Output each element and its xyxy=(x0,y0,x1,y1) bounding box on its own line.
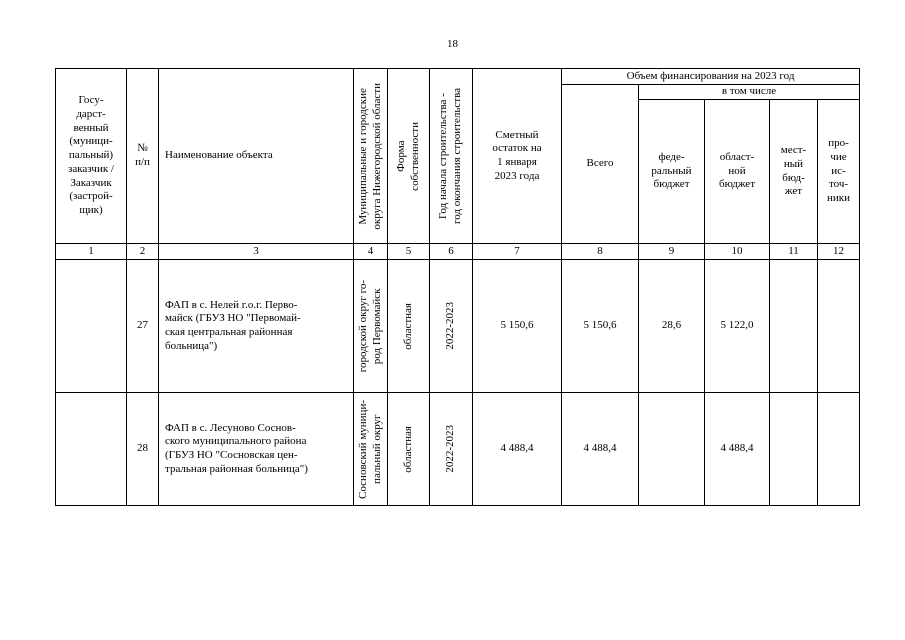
cell-other xyxy=(818,393,860,506)
cell-number: 28 xyxy=(127,393,159,506)
column-number: 6 xyxy=(430,244,473,260)
page-number: 18 xyxy=(447,38,458,50)
cell-years: 2022-2023 xyxy=(430,260,473,393)
cell-object-name: ФАП в с. Лесуново Соснов- ского муниципального района (ГБУЗ НО "Сосновская цен- тральная районная больница") xyxy=(159,393,354,506)
column-number: 11 xyxy=(770,244,818,260)
table-row xyxy=(56,260,860,393)
cell-ownership: областная xyxy=(388,260,430,393)
header-ownership: Форма собственности xyxy=(388,69,430,244)
header-customer: Госу- дарст- венный (муници- пальный) заказчик / Заказчик (застрой- щик) xyxy=(56,69,127,244)
column-number: 5 xyxy=(388,244,430,260)
cell-other xyxy=(818,260,860,393)
cell-total: 5 150,6 xyxy=(562,260,639,393)
financing-table xyxy=(55,68,860,506)
cell-local xyxy=(770,260,818,393)
cell-years: 2022-2023 xyxy=(430,393,473,506)
header-object-name: Наименование объекта xyxy=(159,69,354,244)
column-number: 3 xyxy=(159,244,354,260)
cell-municipality: городской округ го- род Первомайск xyxy=(354,260,388,393)
cell-object-name: ФАП в с. Нелей г.о.г. Перво- майск (ГБУЗ НО "Первомай- ская центральная районная больница") xyxy=(159,260,354,393)
column-number: 12 xyxy=(818,244,860,260)
column-number: 9 xyxy=(639,244,705,260)
header-number: № п/п xyxy=(127,69,159,244)
cell-municipality: Сосновский муници- пальный округ xyxy=(354,393,388,506)
cell-federal: 28,6 xyxy=(639,260,705,393)
column-number: 10 xyxy=(705,244,770,260)
column-numbers-row xyxy=(56,244,860,260)
column-number: 7 xyxy=(473,244,562,260)
column-number: 1 xyxy=(56,244,127,260)
header-regional: област- ной бюджет xyxy=(705,100,770,244)
header-funding-volume: Объем финансирования на 2023 год xyxy=(562,69,860,85)
cell-estimated-balance: 5 150,6 xyxy=(473,260,562,393)
header-local: мест- ный бюд- жет xyxy=(770,100,818,244)
cell-ownership: областная xyxy=(388,393,430,506)
header-including: в том числе xyxy=(639,85,860,100)
column-number: 4 xyxy=(354,244,388,260)
cell-regional: 5 122,0 xyxy=(705,260,770,393)
cell-customer xyxy=(56,260,127,393)
cell-regional: 4 488,4 xyxy=(705,393,770,506)
cell-customer xyxy=(56,393,127,506)
header-years: Год начала строительства - год окончания строительства xyxy=(430,69,473,244)
column-number: 8 xyxy=(562,244,639,260)
column-number: 2 xyxy=(127,244,159,260)
cell-local xyxy=(770,393,818,506)
cell-federal xyxy=(639,393,705,506)
cell-estimated-balance: 4 488,4 xyxy=(473,393,562,506)
header-total: Всего xyxy=(562,85,639,244)
header-other: про- чие ис- точ- ники xyxy=(818,100,860,244)
table-row xyxy=(56,393,860,506)
header-federal: феде- ральный бюджет xyxy=(639,100,705,244)
cell-total: 4 488,4 xyxy=(562,393,639,506)
header-municipality: Муниципальные и городские округа Нижегородской области xyxy=(354,69,388,244)
cell-number: 27 xyxy=(127,260,159,393)
header-estimated-balance: Сметный остаток на 1 января 2023 года xyxy=(473,69,562,244)
